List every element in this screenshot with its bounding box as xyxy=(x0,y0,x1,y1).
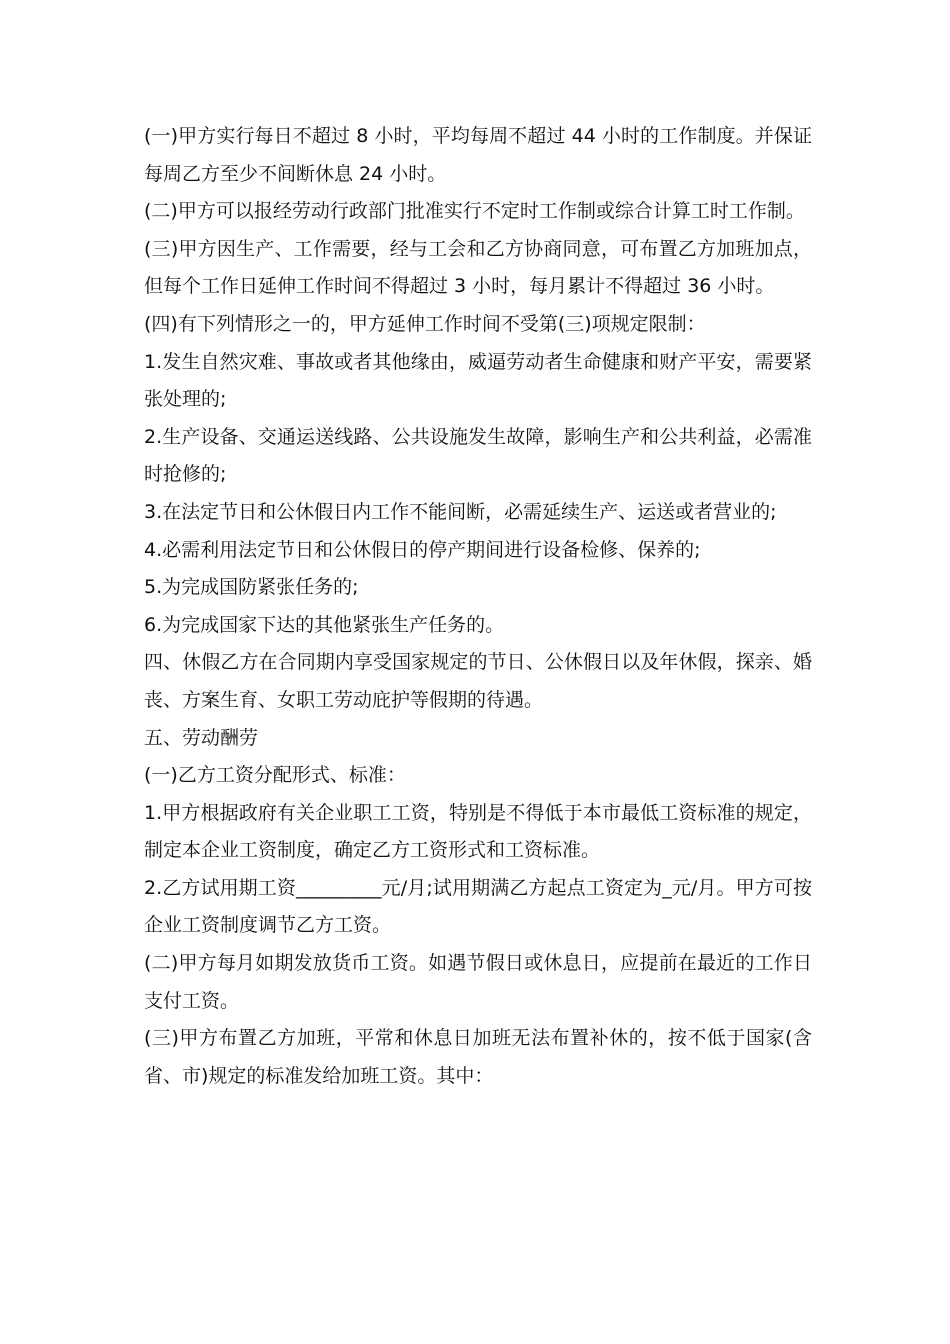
paragraph-9: 5.为完成国防紧张任务的; xyxy=(144,576,359,599)
paragraph-12: 五、劳动酬劳 xyxy=(144,726,259,749)
paragraph-6: 2.生产设备、交通运送线路、公共设施发生故障，影响生产和公共利益，必需准时抢修的; xyxy=(144,425,812,486)
paragraph-4: (四)有下列情形之一的，甲方延伸工作时间不受第(三)项规定限制： xyxy=(144,312,706,335)
paragraph-17: (三)甲方布置乙方加班，平常和休息日加班无法布置补休的，按不低于国家(含省、市)规定的标准发给加班工资。其中： xyxy=(144,1027,812,1087)
paragraph-10: 6.为完成国家下达的其他紧张生产任务的。 xyxy=(144,613,505,636)
paragraph-13: (一)乙方工资分配形式、标准： xyxy=(144,764,406,787)
paragraph-8: 4.必需利用法定节日和公休假日的停产期间进行设备检修、保养的; xyxy=(144,538,701,561)
paragraph-1: (一)甲方实行每日不超过 8 小时，平均每周不超过 44 小时的工作制度。并保证每周乙方至少不间断休息 24 小时。 xyxy=(144,125,812,185)
paragraph-16: (二)甲方每月如期发放货币工资。如遇节假日或休息日，应提前在最近的工作日支付工资。 xyxy=(144,952,812,1012)
paragraph-7: 3.在法定节日和公休假日内工作不能间断，必需延续生产、运送或者营业的; xyxy=(144,500,777,523)
paragraph-2: (二)甲方可以报经劳动行政部门批准实行不定时工作制或综合计算工时工作制。 xyxy=(144,200,805,223)
paragraph-15: 2.乙方试用期工资_________元/月;试用期满乙方起点工资定为_元/月。甲方可按企业工资制度调节乙方工资。 xyxy=(144,876,812,937)
paragraph-5: 1.发生自然灾难、事故或者其他缘由，威逼劳动者生命健康和财产平安，需要紧张处理的; xyxy=(144,350,812,411)
document-body xyxy=(144,118,812,1095)
paragraph-14: 1.甲方根据政府有关企业职工工资，特别是不得低于本市最低工资标准的规定，制定本企业工资制度，确定乙方工资形式和工资标准。 xyxy=(144,801,812,862)
paragraph-3: (三)甲方因生产、工作需要，经与工会和乙方协商同意，可布置乙方加班加点，但每个工作日延伸工作时间不得超过 3 小时，每月累计不得超过 36 小时。 xyxy=(144,237,812,298)
paragraph-11: 四、休假乙方在合同期内享受国家规定的节日、公休假日以及年休假，探亲、婚丧、方案生育、女职工劳动庇护等假期的待遇。 xyxy=(144,651,812,711)
